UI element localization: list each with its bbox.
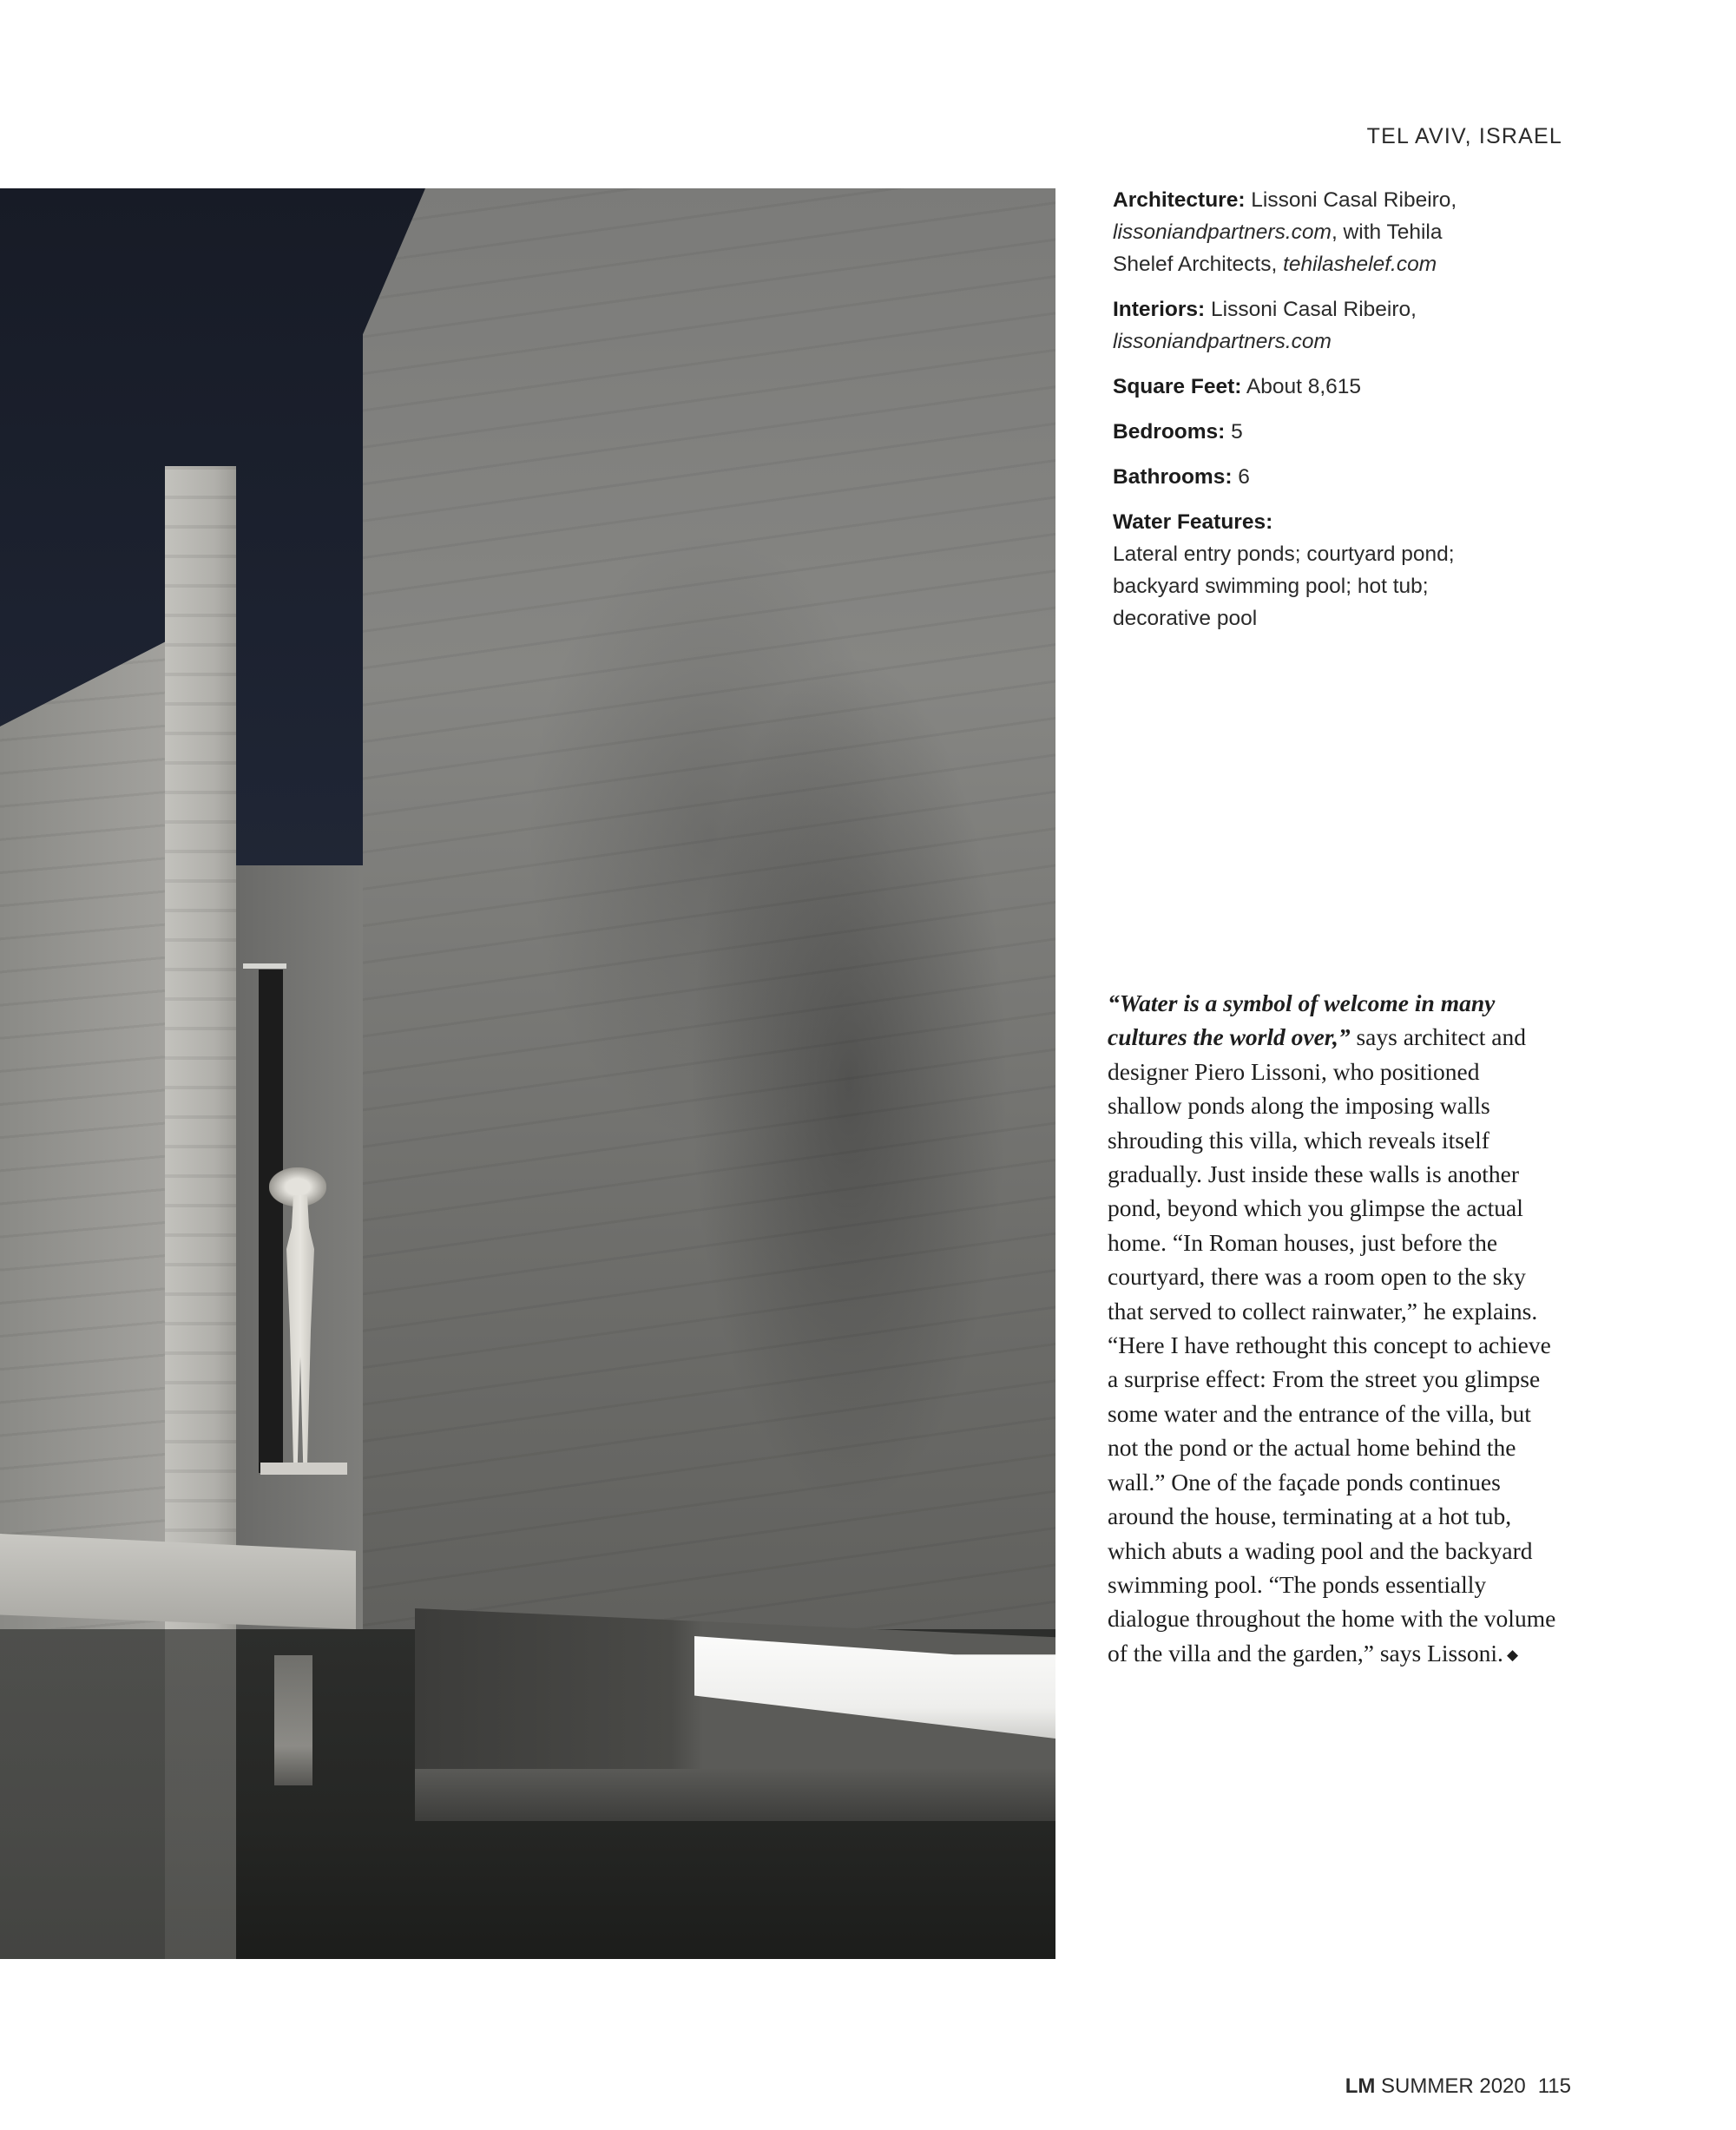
spec-label: Bedrooms:: [1113, 420, 1226, 444]
location-heading: TEL AVIV, ISRAEL: [1366, 124, 1562, 148]
spec-interiors: [1113, 293, 1460, 358]
spec-text: Lissoni Casal Ribeiro,: [1245, 188, 1457, 212]
concrete-wall-main: [363, 188, 1055, 1811]
spec-label: Square Feet:: [1113, 375, 1242, 398]
spec-text: , with Tehila Shelef Architects,: [1113, 220, 1443, 276]
spec-link[interactable]: lissoniandpartners.com: [1113, 220, 1332, 244]
spec-value: 6: [1232, 465, 1250, 489]
spec-link[interactable]: lissoniandpartners.com: [1113, 330, 1332, 353]
lead-quote: “Water is a symbol of welcome in many cultures the world over,”: [1108, 989, 1496, 1051]
spec-value: About 8,615: [1241, 375, 1362, 398]
concrete-pillar: [165, 466, 236, 1716]
spec-architecture: [1113, 184, 1460, 280]
spec-label: Interiors:: [1113, 298, 1206, 321]
spec-link[interactable]: tehilashelef.com: [1283, 253, 1437, 276]
spec-water-features: [1113, 506, 1460, 634]
entry-opening: [259, 970, 283, 1473]
spec-value: 5: [1225, 420, 1243, 444]
spec-square-feet: [1113, 371, 1460, 403]
project-specs: [1113, 184, 1460, 648]
spec-label: Water Features:: [1113, 510, 1273, 534]
page-footer: [1345, 2074, 1571, 2099]
spec-bathrooms: [1113, 461, 1460, 493]
statue-base: [260, 1463, 347, 1475]
article-body: [1108, 986, 1559, 1672]
issue-label: SUMMER 2020: [1375, 2074, 1526, 2098]
spec-bedrooms: [1113, 416, 1460, 448]
article-paragraph: says architect and designer Piero Lissoni, who positioned shallow ponds along the imposing walls shrouding this villa, which reveals itself gradually. Just inside these walls is another pond, beyond which you glimpse the actual home. “In Roman houses, just before the courtyard, there was a room open to the sky that served to collect rainwater,” he explains. “Here I have rethought this concept to achieve a surprise effect: From the street you glimpse some water and the entrance of the villa, but not the pond or the actual home behind the wall.” One of the façade ponds continues around the house, terminating at a hot tub, which abuts a wading pool and the backyard swimming pool. “The ponds essentially dialogue throughout the home with the volume of the villa and the garden,” says Lissoni.: [1108, 1023, 1556, 1667]
end-mark-icon: ◆: [1506, 1646, 1519, 1663]
spec-label: Bathrooms:: [1113, 465, 1233, 489]
magazine-brand: LM: [1345, 2074, 1376, 2098]
spec-text: Lissoni Casal Ribeiro,: [1205, 298, 1417, 321]
page-number: 115: [1537, 2074, 1571, 2098]
entry-light: [243, 963, 286, 969]
villa-photograph: [0, 188, 1055, 1959]
spec-value: Lateral entry ponds; courtyard pond; backyard swimming pool; hot tub; decorative pool: [1113, 542, 1455, 630]
opening-ledge: [415, 1769, 1055, 1821]
statue-reflection: [274, 1655, 312, 1785]
spec-label: Architecture:: [1113, 188, 1246, 212]
